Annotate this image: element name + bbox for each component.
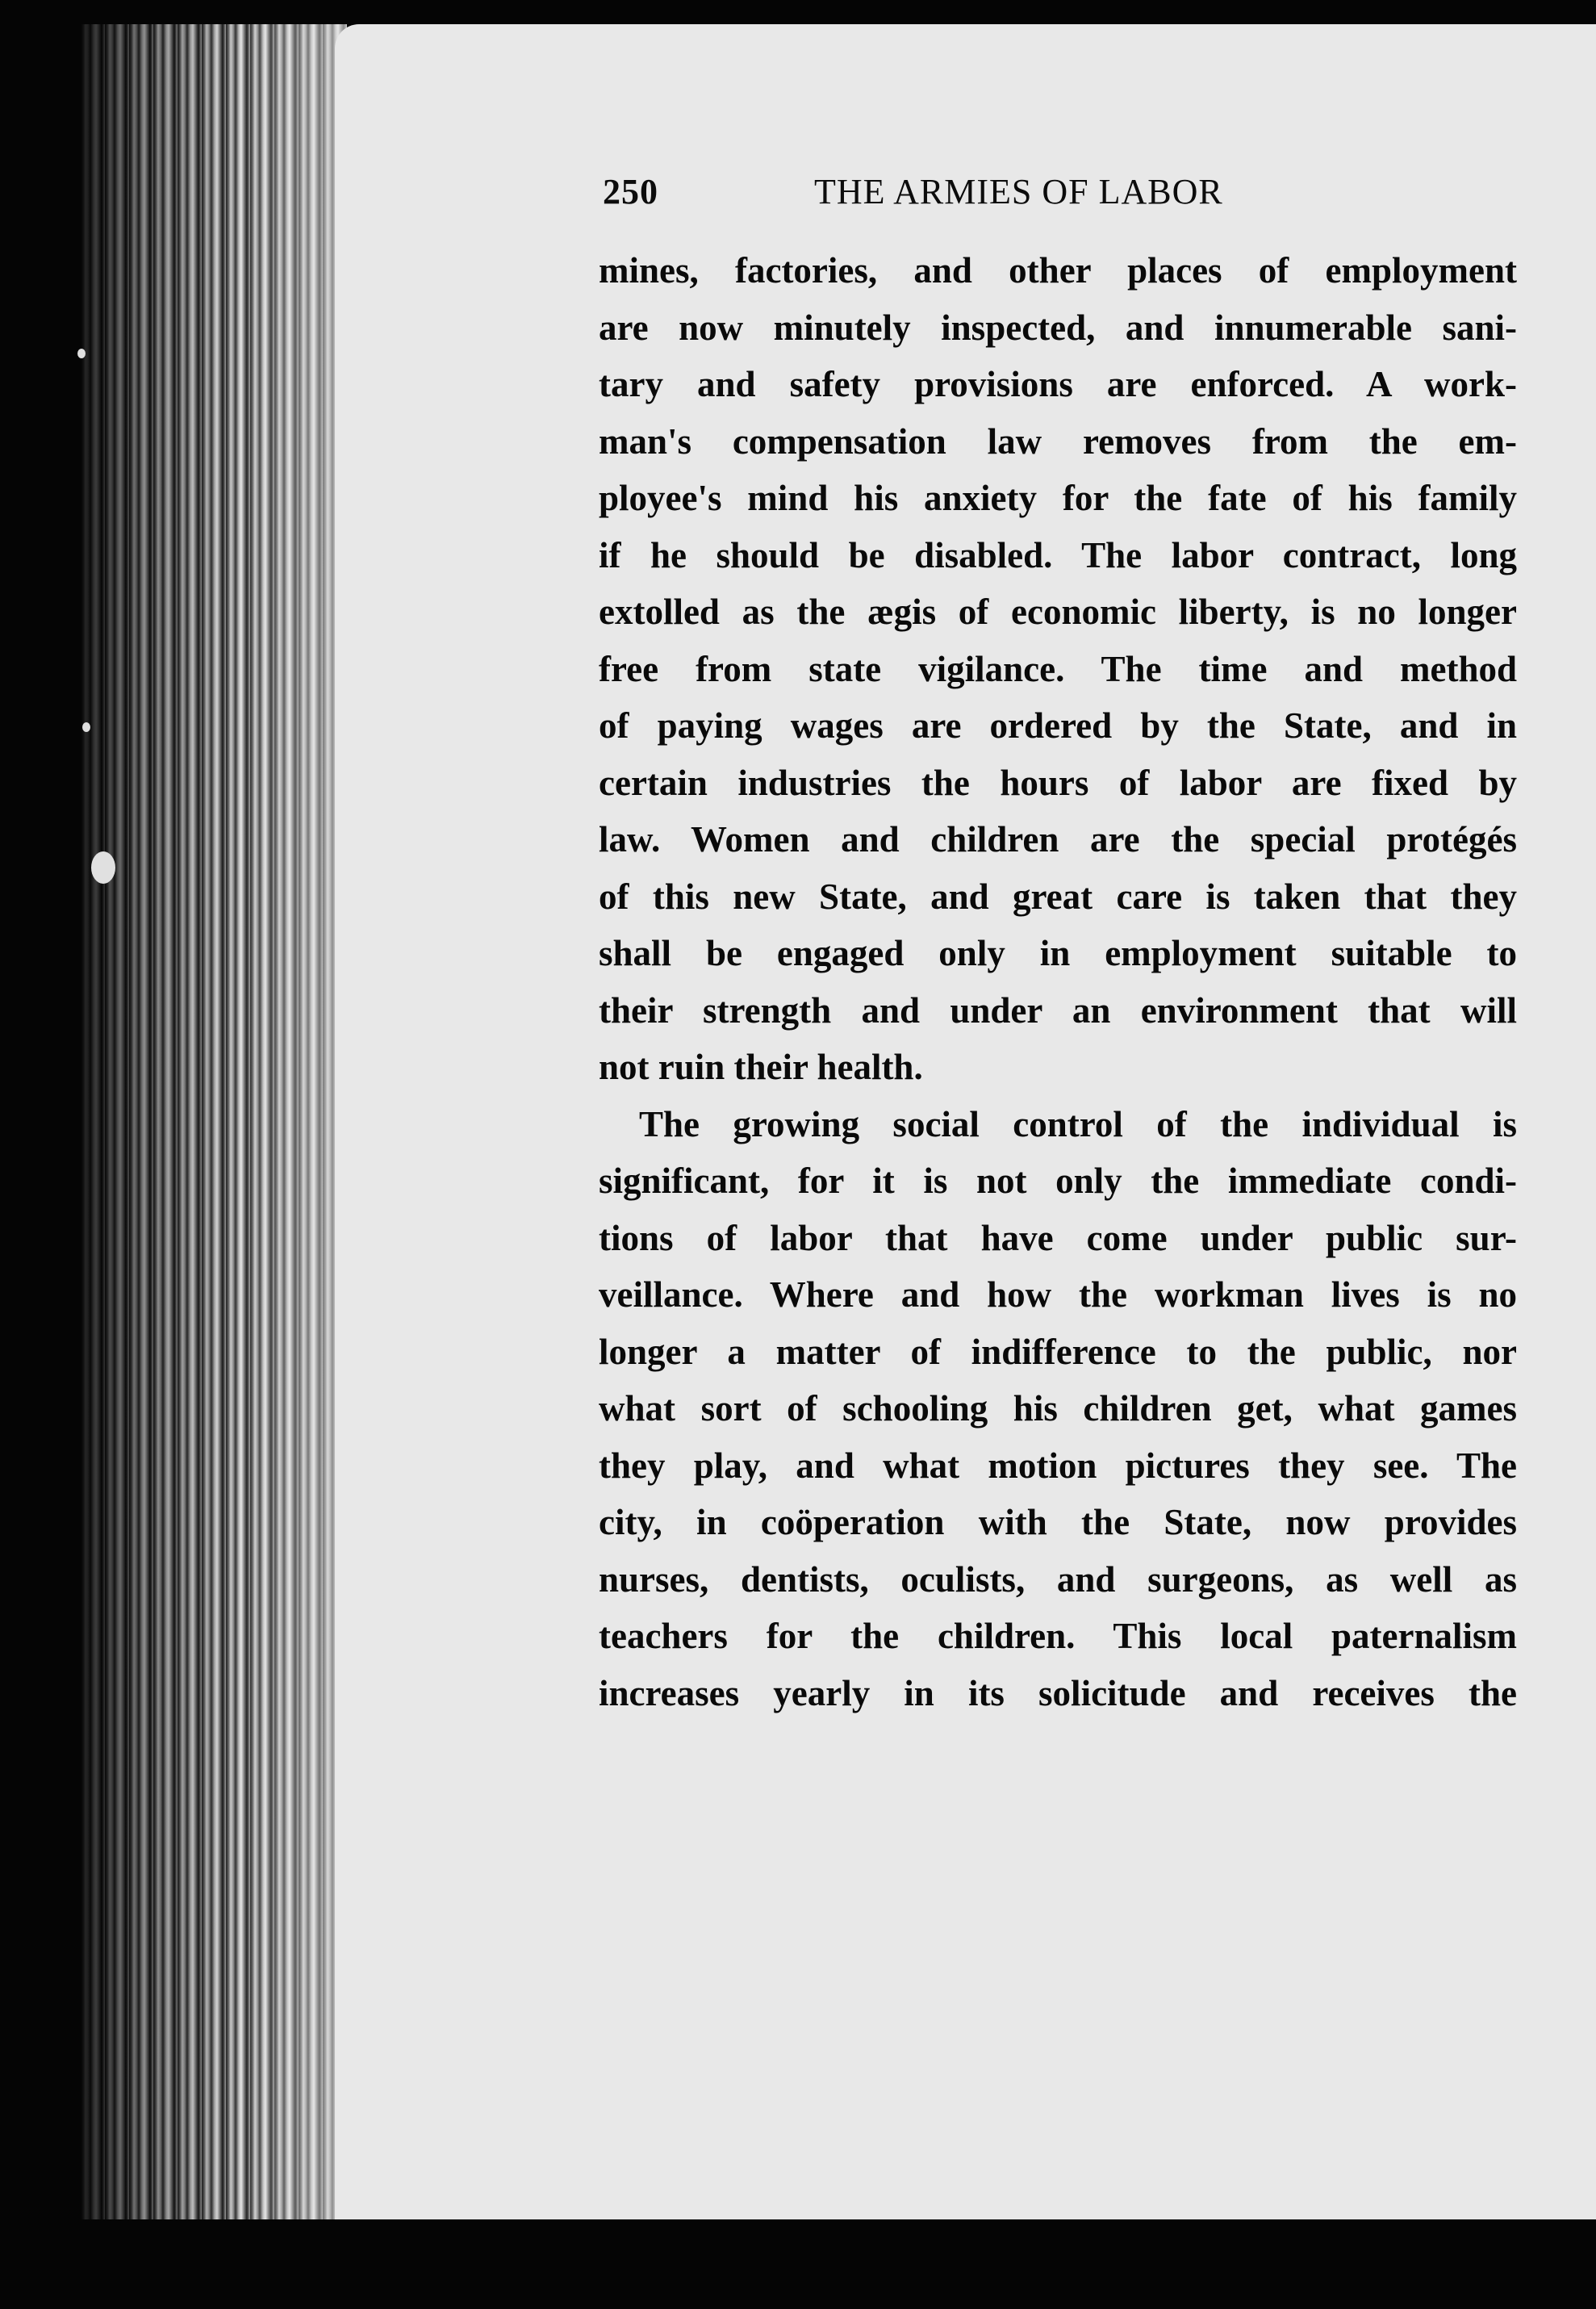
text-line: tions of labor that have come under public sur-	[599, 1217, 1517, 1258]
text-line: certain industries the hours of labor are fixed by	[599, 762, 1517, 803]
scan-speck	[91, 851, 115, 884]
text-line: veillance. Where and how the workman lives is no	[599, 1274, 1517, 1315]
paragraph-2	[599, 1096, 1517, 1722]
text-line: The growing social control of the individual is	[639, 1103, 1517, 1144]
scan-speck	[82, 722, 90, 732]
text-line: they play, and what motion pictures they see. The	[599, 1445, 1517, 1486]
text-line: not ruin their health.	[599, 1047, 923, 1087]
text-line: mines, factories, and other places of employment	[599, 250, 1517, 291]
page-header	[603, 171, 1523, 220]
text-line: teachers for the children. This local paternalism	[599, 1616, 1517, 1656]
text-line: of paying wages are ordered by the State, and in	[599, 705, 1517, 746]
body-text	[599, 242, 1517, 1721]
text-line: what sort of schooling his children get, what games	[599, 1388, 1517, 1428]
text-line: man's compensation law removes from the em-	[599, 420, 1517, 462]
text-line: significant, for it is not only the immediate condi-	[599, 1161, 1517, 1201]
text-line: increases yearly in its solicitude and receives the	[599, 1672, 1517, 1713]
text-line: if he should be disabled. The labor contract, long	[599, 534, 1517, 575]
scan-speck	[77, 349, 86, 358]
text-line: shall be engaged only in employment suitable to	[599, 933, 1517, 973]
text-line: of this new State, and great care is taken that they	[599, 876, 1517, 917]
text-line: city, in coöperation with the State, now provides	[599, 1502, 1517, 1542]
text-line: extolled as the ægis of economic liberty, is no longer	[599, 592, 1517, 632]
book-gutter-shadow	[81, 24, 347, 2219]
text-line: tary and safety provisions are enforced. A work-	[599, 364, 1517, 404]
text-line: longer a matter of indifference to the public, nor	[599, 1331, 1517, 1372]
text-line: ployee's mind his anxiety for the fate of his family	[599, 478, 1517, 518]
text-line: are now minutely inspected, and innumerable sani-	[599, 307, 1517, 348]
paragraph-1	[599, 242, 1517, 1096]
text-line: law. Women and children are the special protégés	[599, 819, 1517, 860]
text-line: free from state vigilance. The time and method	[599, 648, 1517, 689]
running-head: THE ARMIES OF LABOR	[814, 172, 1223, 211]
page-number: 250	[603, 172, 658, 211]
text-line: their strength and under an environment that will	[599, 989, 1517, 1031]
text-line: nurses, dentists, oculists, and surgeons, as well as	[599, 1558, 1517, 1600]
